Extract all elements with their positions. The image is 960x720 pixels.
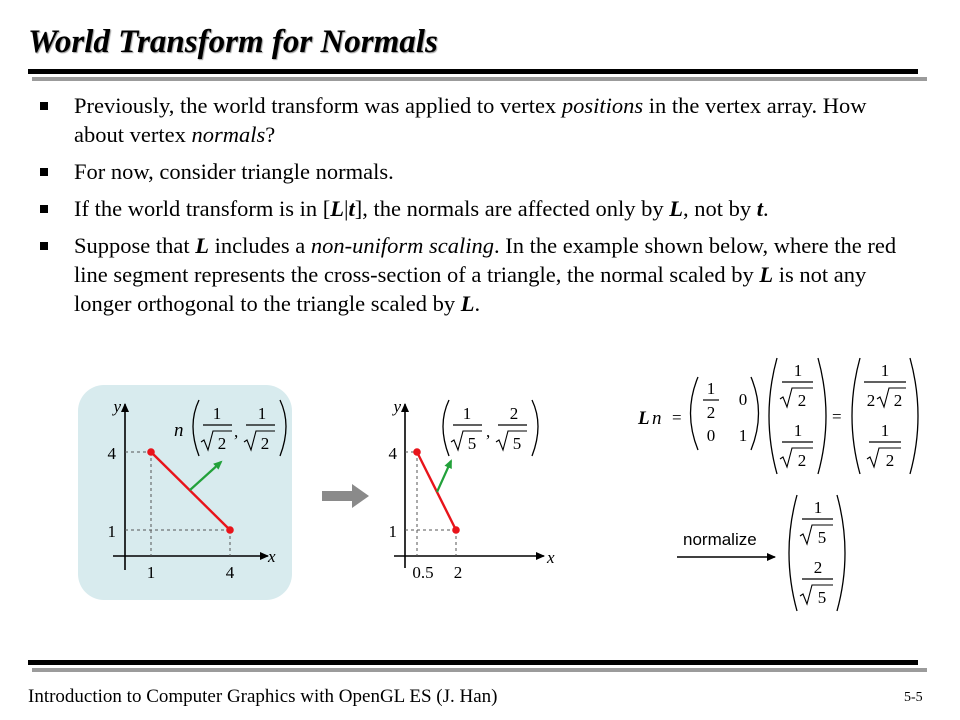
footer-rule	[28, 660, 918, 665]
right-vec-sqrt1	[451, 431, 482, 450]
eq-m12: 0	[738, 390, 748, 409]
eq-m11-num: 1	[706, 379, 716, 398]
eq-equals-2: =	[832, 407, 842, 426]
normalize-n2-num: 2	[813, 558, 823, 577]
bullet-text-run: t	[756, 196, 763, 221]
right-vec-paren-close	[532, 400, 538, 456]
right-vec-den2: 5	[512, 434, 522, 453]
eq-matrix-paren-close	[751, 377, 759, 450]
left-vec-num1: 1	[212, 404, 222, 423]
eq-v1-den: 2	[797, 391, 807, 410]
eq-lhs-L: L	[638, 408, 650, 429]
left-tick-x4: 4	[225, 563, 235, 582]
bullet-text-run: L	[759, 262, 774, 287]
left-vec-num2: 1	[257, 404, 267, 423]
right-tick-x05: 0.5	[412, 563, 434, 582]
page-number: 5-5	[904, 690, 923, 705]
eq-vector-paren-open	[769, 358, 777, 474]
right-axis-y-label: y	[393, 397, 401, 416]
bullet-text-run: L	[330, 196, 344, 221]
eq-v2-sqrt	[780, 448, 813, 467]
bullet-text-run: normals	[191, 122, 266, 147]
right-vec-sqrt2	[496, 431, 527, 450]
eq-result-paren-open	[852, 358, 860, 474]
right-vec-paren-open	[443, 400, 449, 456]
eq-v2-den: 2	[797, 451, 807, 470]
right-segment-end-b	[452, 526, 460, 534]
eq-matrix-paren-open	[691, 377, 699, 450]
left-vec-den2: 2	[260, 434, 270, 453]
bullet-text-run: .	[762, 196, 769, 221]
right-axis-x-label: x	[547, 548, 555, 567]
left-segment-end-a	[147, 448, 155, 456]
eq-v1-sqrt	[780, 388, 813, 407]
eq-r1-num: 1	[880, 361, 890, 380]
normalize-paren-close	[837, 495, 845, 611]
bullet-text-run: ?	[265, 122, 276, 147]
bullet-text-run: L	[669, 196, 683, 221]
bullet-text-run: L	[460, 291, 475, 316]
eq-equals-1: =	[672, 408, 682, 427]
eq-r2-sqrt	[867, 448, 901, 467]
bullet-text-run: . In the example shown below, where the red line segment represents the cross-section of a triangle, the normal scaled by	[74, 233, 897, 287]
eq-m21: 0	[706, 426, 716, 445]
bullet-text-run: Previously, the world transform was applied to vertex	[74, 93, 562, 118]
left-vec-comma: ,	[234, 422, 239, 441]
eq-r1-den-coef: 2	[866, 391, 876, 410]
normalize-label: normalize	[683, 530, 757, 549]
bullet-text-run: in the vertex array. How about vertex	[74, 93, 867, 147]
bullet-text-run: t	[348, 196, 355, 221]
right-segment-end-a	[413, 448, 421, 456]
right-vec-num1: 1	[462, 404, 472, 423]
left-tick-y4: 4	[107, 444, 116, 463]
normalize-n1-num: 1	[813, 498, 823, 517]
right-tick-y1: 1	[388, 522, 397, 541]
eq-r1-den: 2	[893, 391, 903, 410]
bullet-text-run: , not by	[682, 196, 757, 221]
transform-arrow	[322, 484, 369, 508]
eq-vector-paren-close	[818, 358, 826, 474]
right-plot	[389, 397, 556, 582]
ln-equation	[637, 358, 918, 474]
normalize-paren-open	[789, 495, 797, 611]
right-normal-arrow	[437, 461, 451, 492]
left-tick-x1: 1	[146, 563, 156, 582]
left-axis-x-label: x	[268, 547, 276, 566]
eq-r2-den: 2	[885, 451, 895, 470]
bullet-text-run: For now, consider triangle normals.	[74, 159, 394, 184]
eq-r2-num: 1	[880, 421, 890, 440]
normalize-n2-sqrt	[800, 585, 833, 604]
bullet-text-run: positions	[561, 93, 644, 118]
normalize-n2-den: 5	[817, 588, 827, 607]
eq-v1-num: 1	[793, 361, 803, 380]
footer-course-title: Introduction to Computer Graphics with OpenGL ES (J. Han)	[28, 686, 498, 707]
eq-m22: 1	[738, 426, 748, 445]
right-vec-num2: 2	[509, 404, 519, 423]
bullet-text-run: If the world transform is in [	[74, 196, 331, 221]
normalize-step	[677, 495, 845, 611]
right-tick-x2: 2	[453, 563, 463, 582]
normalize-n1-sqrt	[800, 525, 833, 544]
eq-m11-den: 2	[706, 403, 716, 422]
bullet-text-run: |	[343, 196, 349, 221]
bullet-text-run: Suppose that	[74, 233, 196, 258]
bullet-text-run: non-uniform scaling	[310, 233, 494, 258]
bullet-text-run: L	[195, 233, 209, 258]
eq-result-paren-close	[910, 358, 918, 474]
left-plot	[78, 385, 292, 600]
right-vec-den1: 5	[467, 434, 477, 453]
left-vec-den1: 2	[217, 434, 227, 453]
left-axis-y-label: y	[113, 397, 121, 416]
bullet-text-run: is not any longer orthogonal to the triangle scaled by	[74, 262, 867, 316]
right-tick-y4: 4	[388, 444, 397, 463]
bullet-text-run: includes a	[209, 233, 311, 258]
bullet-text-run: .	[474, 291, 481, 316]
eq-v2-num: 1	[793, 421, 803, 440]
slide-title: World Transform for Normals	[28, 24, 438, 60]
left-tick-y1: 1	[107, 522, 116, 541]
footer-rule-shadow	[32, 668, 927, 672]
right-vec-comma: ,	[486, 422, 491, 441]
left-normal-label: n	[174, 420, 184, 441]
eq-lhs-n: n	[652, 408, 662, 429]
bullet-text-run: ], the normals are affected only by	[354, 196, 670, 221]
normalize-n1-den: 5	[817, 528, 827, 547]
left-segment-end-b	[226, 526, 234, 534]
